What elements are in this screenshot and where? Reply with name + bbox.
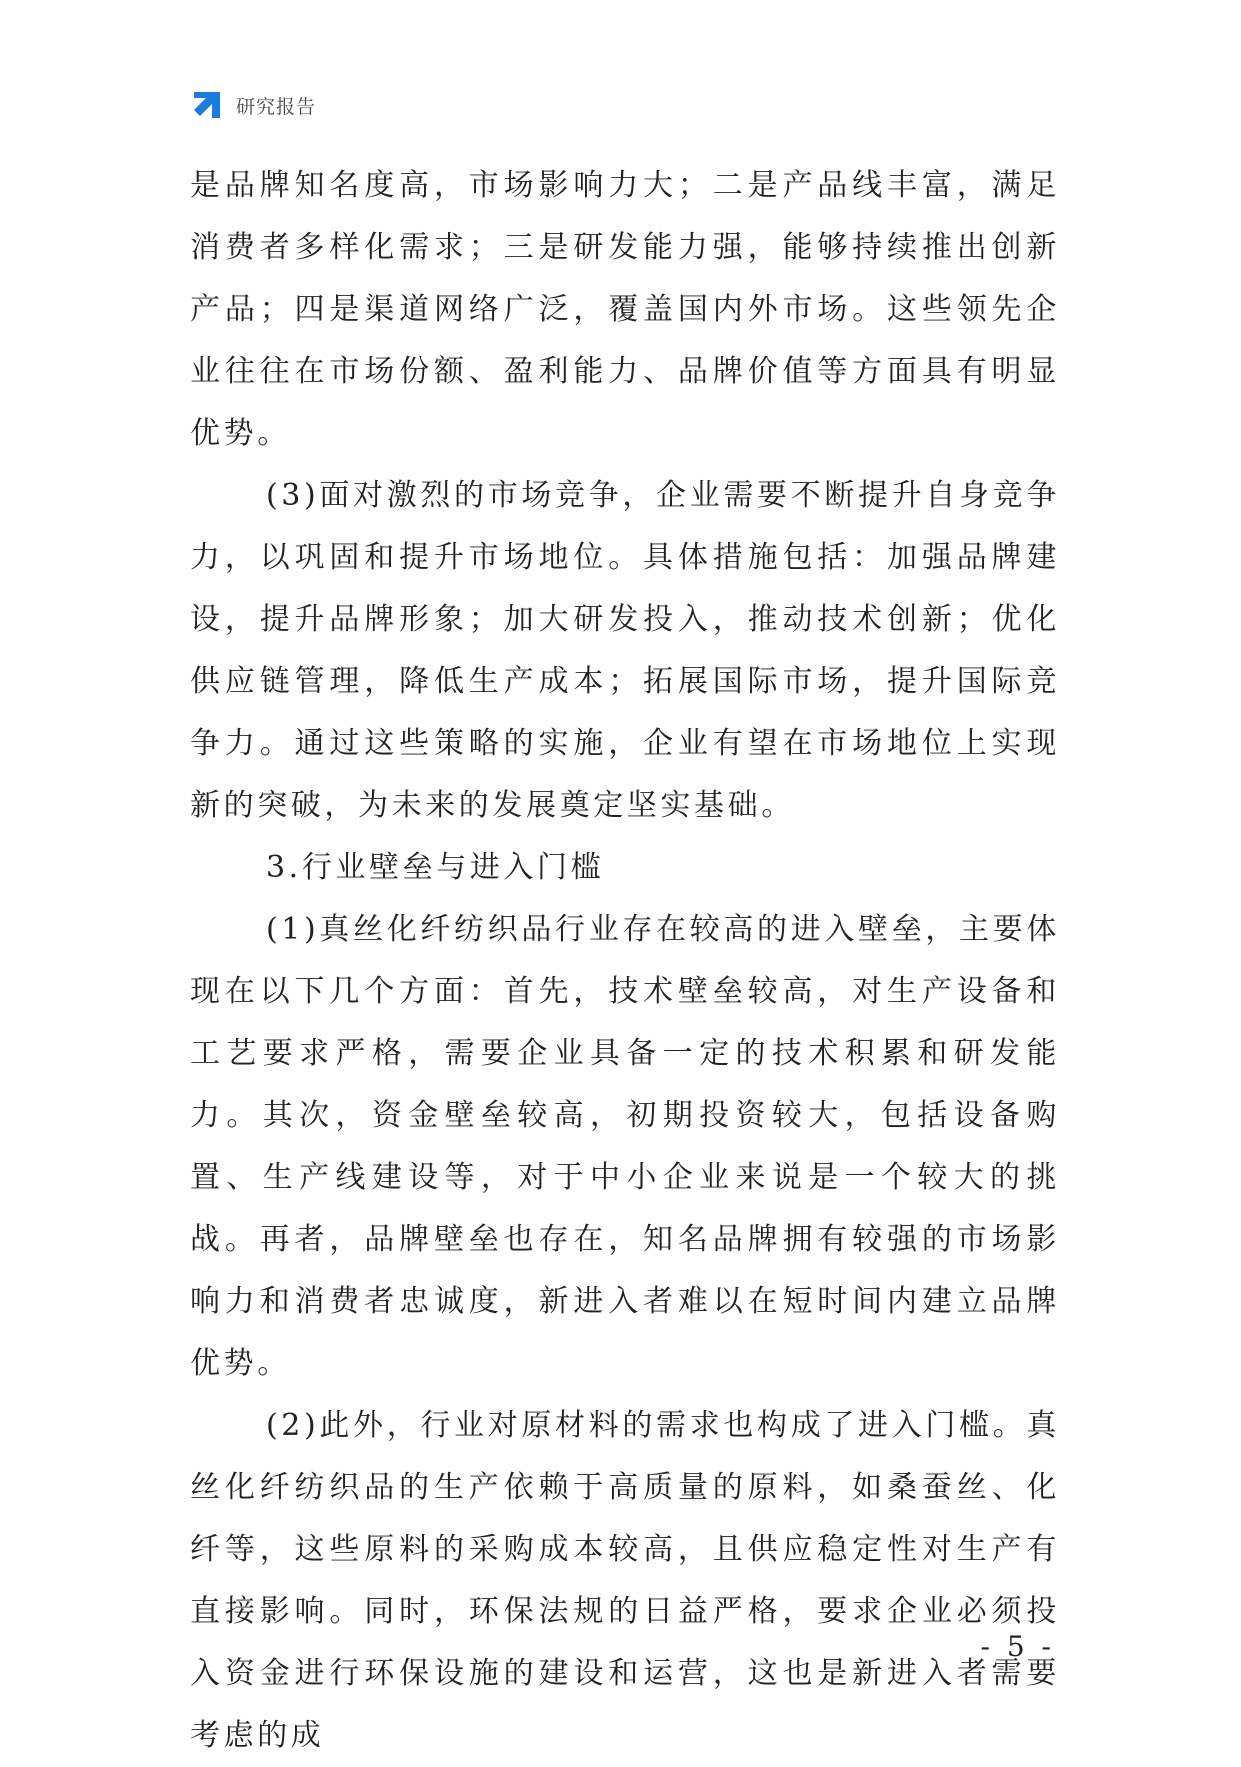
report-header <box>190 88 316 122</box>
document-body <box>190 155 1060 1767</box>
page-number: - 5 - <box>980 1630 1055 1663</box>
header-title: 研究报告 <box>236 95 317 118</box>
paragraph-continued: 是品牌知名度高，市场影响力大；二是产品线丰富，满足消费者多样化需求；三是研发能力强，能够持续推出创新产品；四是渠道网络广泛，覆盖国内外市场。这些领先企业往往在市场份额、盈利能力、品牌价值等方面具有明显优势。 <box>190 168 1060 451</box>
arrow-up-right-icon <box>190 88 224 122</box>
paragraph-3: (3)面对激烈的市场竞争，企业需要不断提升自身竞争力，以巩固和提升市场地位。具体措施包括：加强品牌建设，提升品牌形象；加大研发投入，推动技术创新；优化供应链管理，降低生产成本；拓展国际市场，提升国际竞争力。通过这些策略的实施，企业有望在市场地位上实现新的突破，为未来的发展奠定坚实基础。 <box>190 478 1060 823</box>
paragraph-1: (1)真丝化纤纺织品行业存在较高的进入壁垒，主要体现在以下几个方面：首先，技术壁垒较高，对生产设备和工艺要求严格，需要企业具备一定的技术积累和研发能力。其次，资金壁垒较高，初期投资较大，包括设备购置、生产线建设等，对于中小企业来说是一个较大的挑战。再者，品牌壁垒也存在，知名品牌拥有较强的市场影响力和消费者忠诚度，新进入者难以在短时间内建立品牌优势。 <box>190 912 1060 1381</box>
paragraph-2: (2)此外，行业对原材料的需求也构成了进入门槛。真丝化纤纺织品的生产依赖于高质量的原料，如桑蚕丝、化纤等，这些原料的采购成本较高，且供应稳定性对生产有直接影响。同时，环保法规的日益严格，要求企业必须投入资金进行环保设施的建设和运营，这也是新进入者需要考虑的成 <box>190 1408 1060 1753</box>
section-heading: 3.行业壁垒与进入门槛 <box>266 850 605 885</box>
